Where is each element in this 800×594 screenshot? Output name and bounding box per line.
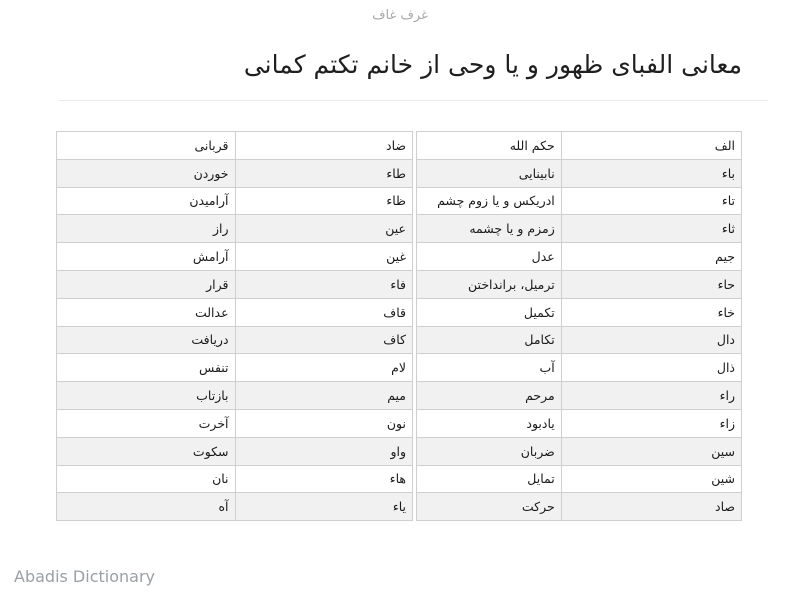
letter-cell: الف — [561, 132, 741, 160]
meaning-cell: قربانی — [57, 132, 236, 160]
table-row — [57, 187, 413, 215]
letter-cell: ثاء — [561, 215, 741, 243]
meaning-cell: تمایل — [417, 465, 562, 493]
letter-cell: ضاد — [235, 132, 412, 160]
title-divider — [58, 100, 768, 101]
letter-cell: صاد — [561, 493, 741, 521]
table-row — [57, 493, 413, 521]
letter-cell: ظاء — [235, 187, 412, 215]
meaning-cell: نان — [57, 465, 236, 493]
letter-cell: نون — [235, 409, 412, 437]
meaning-cell: مرحم — [417, 382, 562, 410]
letter-cell: کاف — [235, 326, 412, 354]
table-row — [57, 409, 413, 437]
meaning-cell: خوردن — [57, 159, 236, 187]
letter-cell: دال — [561, 326, 741, 354]
letter-cell: تاء — [561, 187, 741, 215]
table-row — [417, 159, 742, 187]
table-row — [57, 326, 413, 354]
letter-cell: راء — [561, 382, 741, 410]
header-word: غرف غاف — [372, 8, 428, 23]
meaning-cell: ادریکس و یا زوم چشم — [417, 187, 562, 215]
meaning-cell: یادبود — [417, 409, 562, 437]
footer-brand: Abadis Dictionary — [14, 567, 155, 586]
page-title: معانی الفبای ظهور و یا وحی از خانم تکتم کمانی — [243, 50, 742, 79]
alphabet-table-right — [416, 131, 742, 521]
table-row — [57, 437, 413, 465]
letter-cell: عین — [235, 215, 412, 243]
letter-cell: خاء — [561, 298, 741, 326]
table-row — [57, 270, 413, 298]
meaning-cell: آخرت — [57, 409, 236, 437]
table-row — [417, 382, 742, 410]
table-row — [417, 270, 742, 298]
meaning-cell: بازتاب — [57, 382, 236, 410]
alphabet-meanings-tables — [56, 131, 742, 541]
meaning-cell: ترمیل، برانداختن — [417, 270, 562, 298]
meaning-cell: دریافت — [57, 326, 236, 354]
meaning-cell: قرار — [57, 270, 236, 298]
meaning-cell: آه — [57, 493, 236, 521]
meaning-cell: زمزم و یا چشمه — [417, 215, 562, 243]
table-row — [57, 354, 413, 382]
letter-cell: هاء — [235, 465, 412, 493]
letter-cell: باء — [561, 159, 741, 187]
table-row — [417, 465, 742, 493]
letter-cell: واو — [235, 437, 412, 465]
letter-cell: طاء — [235, 159, 412, 187]
meaning-cell: عدل — [417, 243, 562, 271]
table-row — [57, 215, 413, 243]
table-row — [417, 354, 742, 382]
meaning-cell: ضربان — [417, 437, 562, 465]
letter-cell: سین — [561, 437, 741, 465]
table-row — [57, 382, 413, 410]
table-row — [417, 243, 742, 271]
letter-cell: ذال — [561, 354, 741, 382]
table-row — [417, 437, 742, 465]
letter-cell: جیم — [561, 243, 741, 271]
meaning-cell: آرامیدن — [57, 187, 236, 215]
meaning-cell: حرکت — [417, 493, 562, 521]
table-row — [57, 465, 413, 493]
table-row — [417, 132, 742, 160]
meaning-cell: عدالت — [57, 298, 236, 326]
meaning-cell: نابینایی — [417, 159, 562, 187]
table-row — [417, 409, 742, 437]
table-row — [57, 132, 413, 160]
letter-cell: شین — [561, 465, 741, 493]
letter-cell: میم — [235, 382, 412, 410]
letter-cell: لام — [235, 354, 412, 382]
table-row — [417, 298, 742, 326]
letter-cell: قاف — [235, 298, 412, 326]
meaning-cell: حکم الله — [417, 132, 562, 160]
table-row — [417, 215, 742, 243]
table-row — [417, 187, 742, 215]
table-row — [417, 326, 742, 354]
meaning-cell: آب — [417, 354, 562, 382]
alphabet-table-left — [56, 131, 413, 521]
table-row — [57, 159, 413, 187]
table-row — [417, 493, 742, 521]
letter-cell: فاء — [235, 270, 412, 298]
meaning-cell: آرامش — [57, 243, 236, 271]
meaning-cell: سکوت — [57, 437, 236, 465]
table-row — [57, 298, 413, 326]
letter-cell: حاء — [561, 270, 741, 298]
meaning-cell: تکامل — [417, 326, 562, 354]
table-row — [57, 243, 413, 271]
meaning-cell: تنفس — [57, 354, 236, 382]
letter-cell: زاء — [561, 409, 741, 437]
meaning-cell: تکمیل — [417, 298, 562, 326]
letter-cell: غین — [235, 243, 412, 271]
letter-cell: یاء — [235, 493, 412, 521]
meaning-cell: راز — [57, 215, 236, 243]
